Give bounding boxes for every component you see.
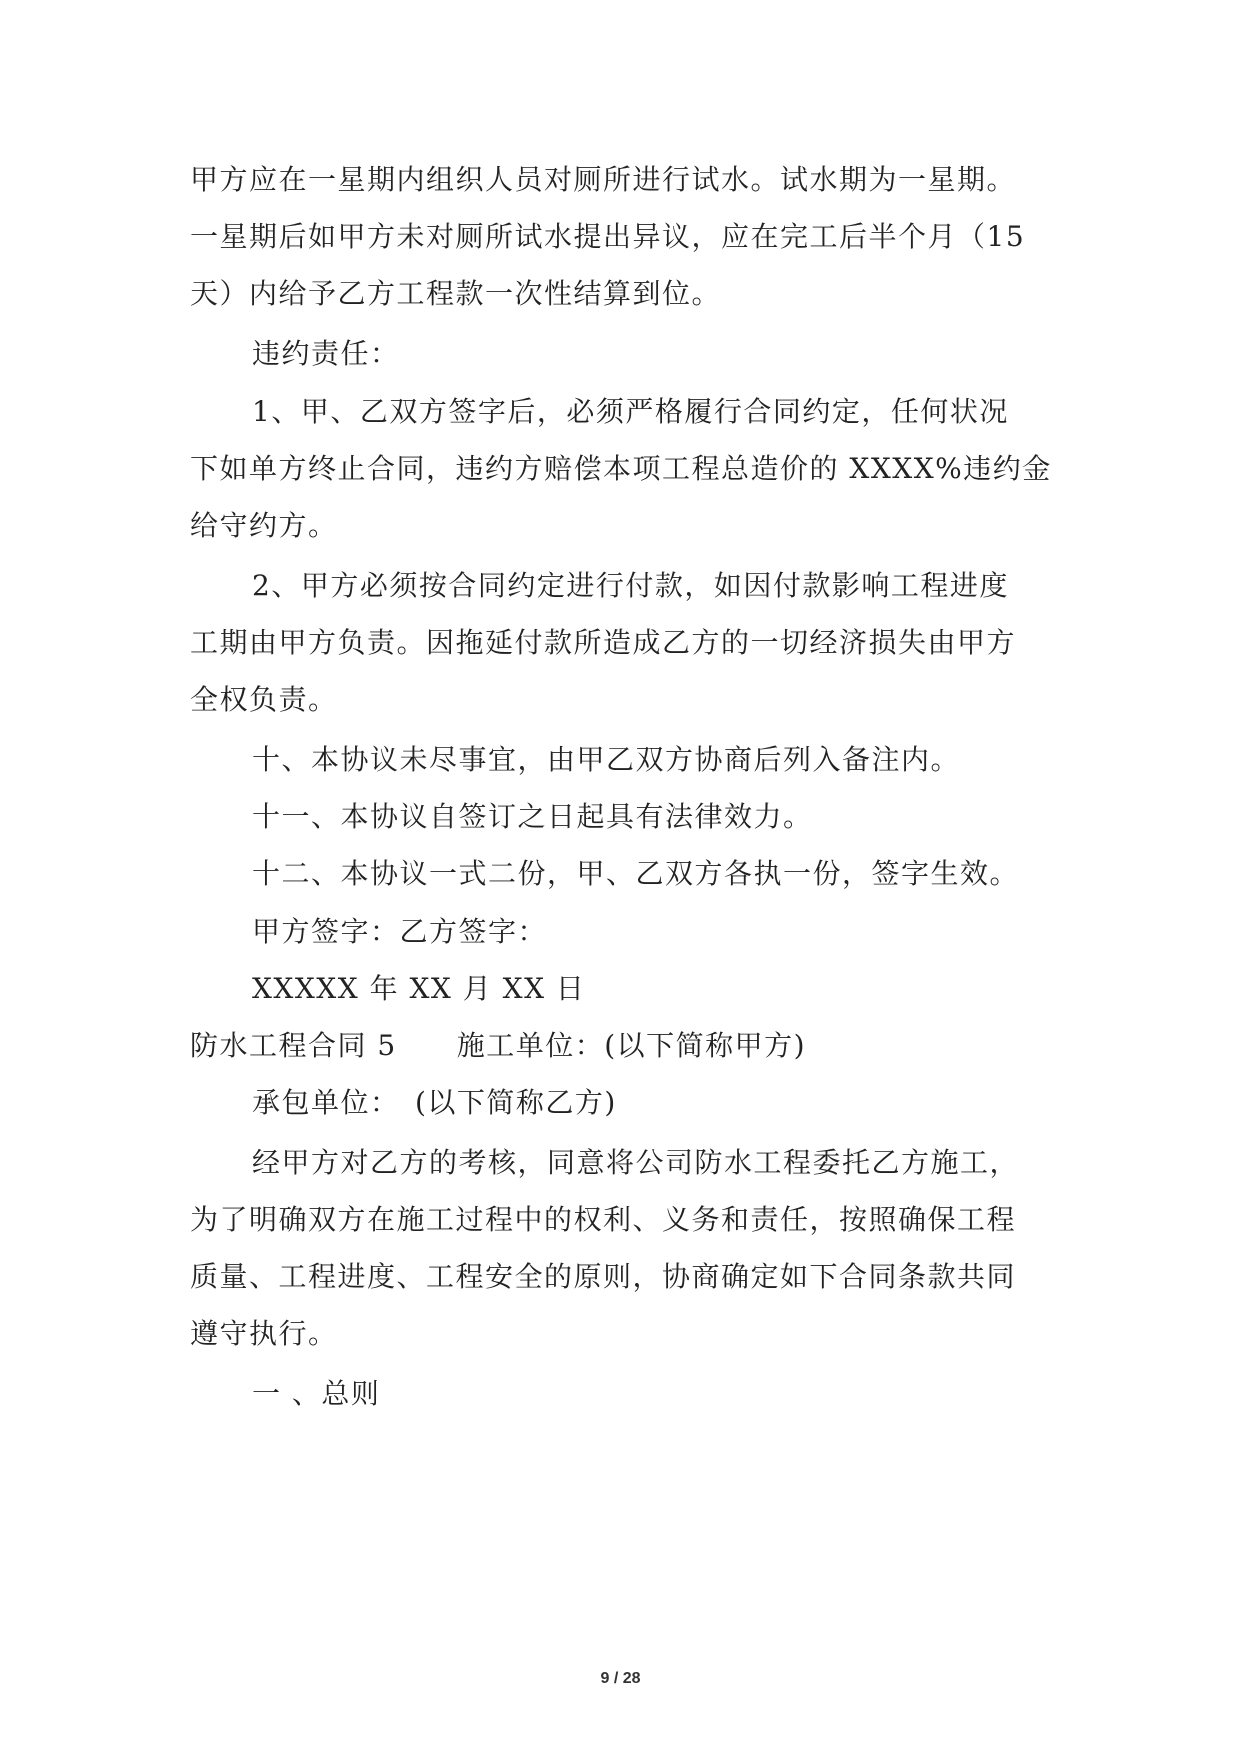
paragraph-line: 天）内给予乙方工程款一次性结算到位。 (190, 277, 722, 310)
intro-line: 为了明确双方在施工过程中的权利、义务和责任，按照确保工程 (190, 1203, 1017, 1236)
construction-unit: 施工单位：(以下简称甲方) (456, 1029, 807, 1062)
intro-line: 经甲方对乙方的考核，同意将公司防水工程委托乙方施工， (252, 1146, 1020, 1179)
page-number: 9 / 28 (600, 1670, 641, 1687)
clause-line: 给守约方。 (190, 509, 338, 542)
contractor-unit: 承包单位： (以下简称乙方) (252, 1086, 617, 1119)
item-ten: 十、本协议未尽事宜，由甲乙双方协商后列入备注内。 (252, 743, 961, 776)
date-line: XXXXX 年 XX 月 XX 日 (252, 972, 586, 1005)
contract-title-row (190, 1026, 806, 1066)
item-eleven: 十一、本协议自签订之日起具有法律效力。 (252, 800, 813, 833)
clause-line: 2、甲方必须按合同约定进行付款，如因付款影响工程进度 (252, 569, 1009, 602)
clause-line: 工期由甲方负责。因拖延付款所造成乙方的一切经济损失由甲方 (190, 626, 1017, 659)
paragraph-line: 一星期后如甲方未对厕所试水提出异议，应在完工后半个月（15 (190, 220, 1026, 253)
section-heading: 一 、总则 (252, 1377, 381, 1410)
breach-heading: 违约责任： (252, 337, 400, 370)
clause-line: 下如单方终止合同，违约方赔偿本项工程总造价的 XXXX%违约金 (190, 452, 1052, 485)
intro-line: 质量、工程进度、工程安全的原则，协商确定如下合同条款共同 (190, 1260, 1017, 1293)
item-twelve: 十二、本协议一式二份，甲、乙双方各执一份，签字生效。 (252, 857, 1020, 890)
paragraph-line: 甲方应在一星期内组织人员对厕所进行试水。试水期为一星期。 (190, 163, 1017, 196)
signature-line: 甲方签字：乙方签字： (252, 915, 548, 948)
clause-line: 全权负责。 (190, 683, 338, 716)
intro-line: 遵守执行。 (190, 1317, 338, 1350)
contract-title: 防水工程合同 5 (190, 1029, 397, 1062)
clause-line: 1、甲、乙双方签字后，必须严格履行合同约定，任何状况 (252, 395, 1009, 428)
